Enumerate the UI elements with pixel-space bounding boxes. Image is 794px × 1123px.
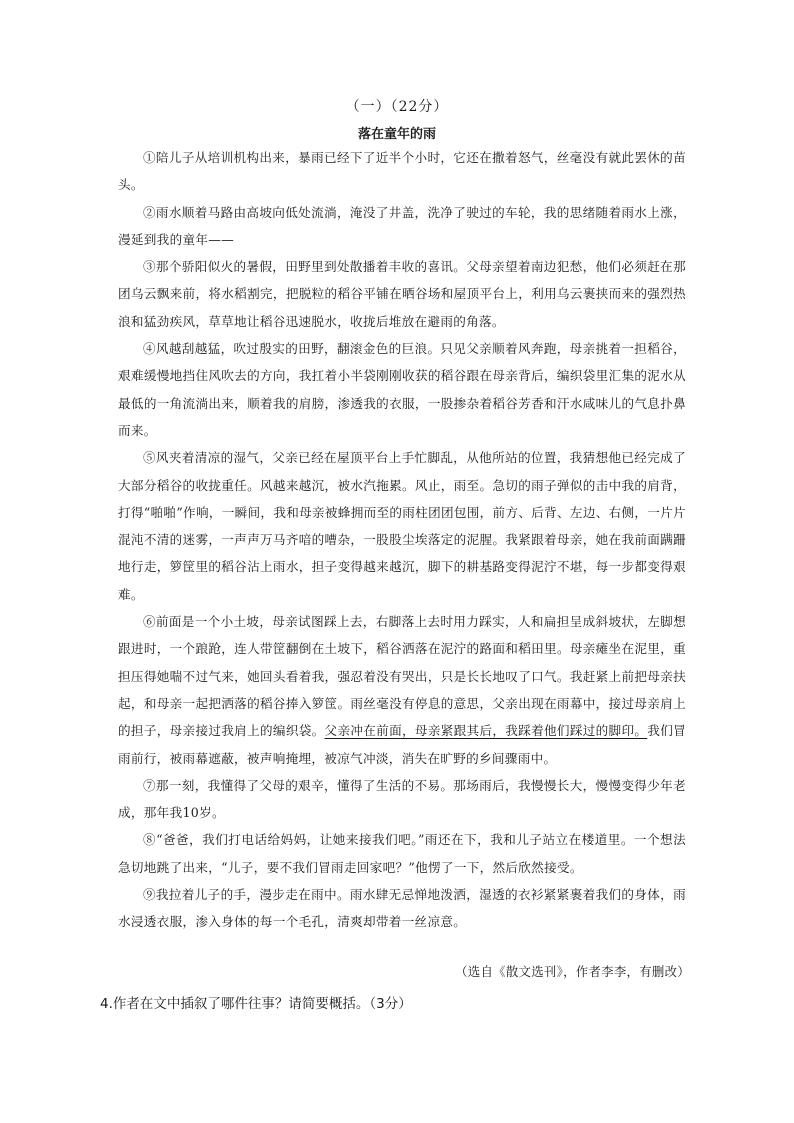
paragraph-2: ②雨水顺着马路由高坡向低处流淌，淹没了井盖，洗净了驶过的车轮，我的思绪随着雨水上涨，漫延到我的童年—— (118, 204, 686, 247)
paragraph-9: ⑨我拉着儿子的手，漫步走在雨中。雨水肆无忌惮地泼洒，湿透的衣衫紧紧裹着我们的身体，雨水浸透衣服，渗入身体的每一个毛孔，清爽却带着一丝凉意。 (118, 887, 686, 930)
paragraph-6-text: ⑥前面是一个小土坡，母亲试图踩上去，右脚落上去时用力踩实，人和扁担呈成斜坡状，左脚想跟进时，一个踉跄，连人带筐翻倒在土坡下，稻谷洒落在泥泞的路面和稻田里。母亲瘫坐在泥里，重担压得她喘不过气来，她回头看着我，强忍着没有哭出，只是长长地叹了口气。我赶紧上前把母亲扶起，和母亲一起把洒落的稻谷捧入箩筐。雨丝毫没有停息的意思，父亲出现在雨幕中，接过母亲肩上的担子，母亲接过我肩上的编织袋。 (118, 614, 686, 739)
source-note: （选自《散文选刊》，作者李李，有删改） (455, 964, 690, 979)
paragraph-5: ⑤风夹着清凉的湿气，父亲已经在屋顶平台上手忙脚乱，从他所站的位置，我猜想他已经完成了大部分稻谷的收拢重任。风越来越沉，被水汽拖累。风止，雨至。急切的雨子弹似的击中我的肩背，打得“啪啪”作响，一瞬间，我和母亲被蜂拥而至的雨柱团团包围，前方、后背、左边、右侧，一片片混沌不清的迷雾，一声声万马齐喑的嘈杂，一股股尘埃落定的泥腥。我紧跟着母亲，她在我前面蹒跚地行走，箩筐里的稻谷沾上雨水，担子变得越来越沉，脚下的耕基路变得泥泞不堪，每一步都变得艰难。 (118, 450, 686, 602)
article-body (118, 144, 686, 936)
paragraph-8: ⑧“爸爸，我们打电话给妈妈，让她来接我们吧。”雨还在下，我和儿子站立在楼道里。一个想法急切地跳了出来，“儿子，要不我们冒雨走回家吧？”他愣了一下，然后欣然接受。 (118, 832, 686, 875)
paragraph-6 (118, 608, 686, 772)
paragraph-6-after: 我们冒雨前行，被雨幕遮蔽，被声响掩埋，被凉气冲淡，消失在旷野的乡间骤雨中。 (118, 723, 686, 766)
paragraph-3: ③那个骄阳似火的暑假，田野里到处散播着丰收的喜讯。父母亲望着南边犯愁，他们必须赶在那团乌云飘来前，将水稻割完，把脱粒的稻谷平铺在晒谷场和屋顶平台上，利用乌云裹挟而来的强烈热浪和猛劲疾风，草草地让稻谷迅速脱水，收拢后堆放在避雨的角落。 (118, 259, 686, 329)
paragraph-7: ⑦那一刻，我懂得了父母的艰辛，懂得了生活的不易。那场雨后，我慢慢长大，慢慢变得少年老成，那年我10岁。 (118, 777, 686, 821)
paragraph-1: ①陪儿子从培训机构出来，暴雨已经下了近半个小时，它还在撒着怒气，丝毫没有就此罢休的苗头。 (118, 150, 686, 193)
paragraph-4: ④风越刮越猛，吹过殷实的田野，翻滚金色的巨浪。只见父亲顺着风奔跑，母亲挑着一担稻谷，艰难缓慢地挡住风吹去的方向，我扛着小半袋刚刚收获的稻谷跟在母亲背后，编织袋里汇集的泥水从最低的一角流淌出来，顺着我的肩膀，渗透我的衣服，一股掺杂着稻谷芳香和汗水咸味儿的气息扑鼻而来。 (118, 341, 686, 438)
article-title: 落在童年的雨 (357, 127, 436, 142)
question-4: 4.作者在文中插叙了哪件往事？请简要概括。（3分） (100, 996, 412, 1012)
underlined-sentence: 父亲冲在前面，母亲紧跟其后，我踩着他们踩过的脚印。 (324, 723, 648, 739)
section-heading: （一）（22分） (345, 99, 449, 115)
